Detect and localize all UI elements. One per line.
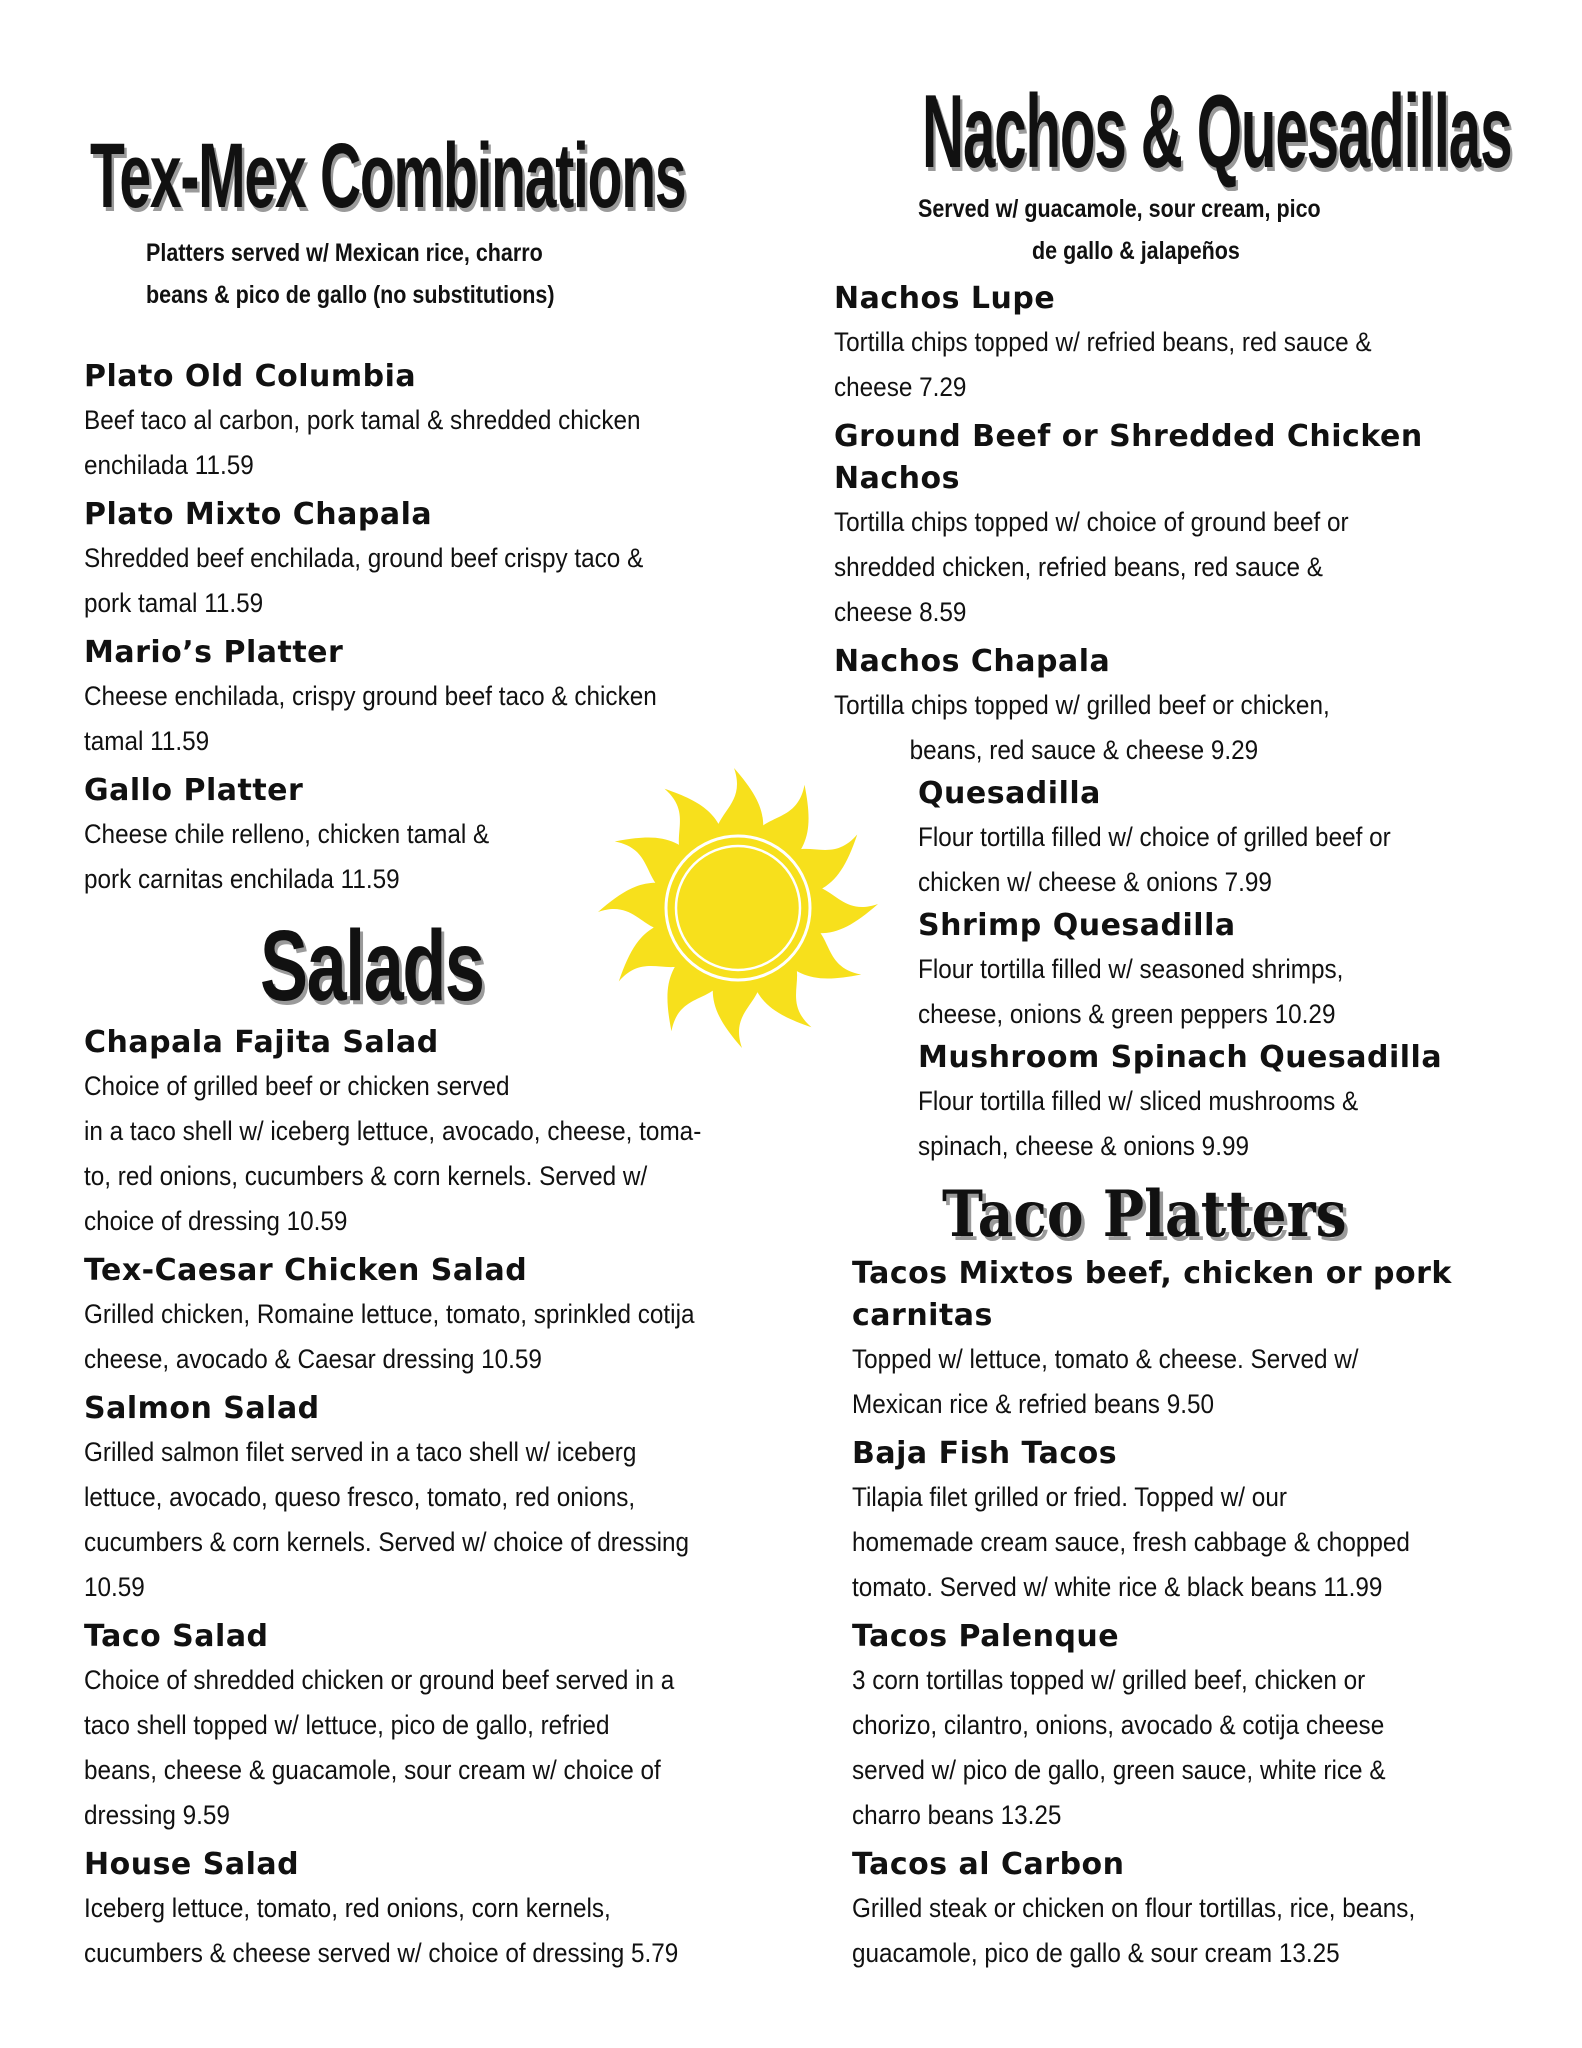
menu-item [84,632,774,764]
item-name: Tacos Palenque [852,1619,1120,1654]
item-name: Ground Beef or Shredded Chicken Nachos [834,419,1423,496]
item-desc: Grilled chicken, Romaine lettuce, tomato, sprinkled cotija cheese, avocado & Caesar dressing 10.59 [84,1299,695,1374]
menu-item [918,1037,1530,1169]
item-name: Mushroom Spinach Quesadilla [918,1040,1443,1075]
menu-item [834,278,1530,410]
menu-item [852,1433,1530,1610]
menu-item [852,1616,1530,1838]
item-desc: Cheese chile relleno, chicken tamal & pork carnitas enchilada 11.59 [84,819,490,894]
item-name: Gallo Platter [84,773,304,808]
item-desc: Tilapia filet grilled or fried. Topped w/ our homemade cream sauce, fresh cabbage & chopped tomato. Served w/ white rice & black beans 11.99 [852,1482,1410,1602]
right-column [834,74,1530,1976]
menu-item [84,1844,774,1976]
item-name: Taco Salad [84,1619,269,1654]
item-desc: Flour tortilla filled w/ seasoned shrimps, cheese, onions & green peppers 10.29 [918,954,1344,1029]
menu-item [834,641,1530,773]
item-name: Plato Old Columbia [84,359,417,394]
texmex-subtitle: Platters served w/ Mexican rice, charro beans & pico de gallo (no substitutions) [146,239,555,309]
item-desc: Flour tortilla filled w/ sliced mushrooms & spinach, cheese & onions 9.99 [918,1086,1359,1161]
item-name: Shrimp Quesadilla [918,908,1236,943]
item-desc: Cheese enchilada, crispy ground beef taco & chicken tamal 11.59 [84,681,657,756]
item-name: Tacos Mixtos beef, chicken or pork carnitas [852,1256,1452,1333]
item-desc: Beef taco al carbon, pork tamal & shredded chicken enchilada 11.59 [84,405,641,480]
item-desc: Flour tortilla filled w/ choice of grilled beef or chicken w/ cheese & onions 7.99 [918,822,1391,897]
tacos-title: Taco Platters [942,1177,1347,1252]
item-desc: Grilled salmon filet served in a taco shell w/ iceberg lettuce, avocado, queso fresco, tomato, red onions, cucumbers & corn kernels. Served w/ choice of dressing 10.59 [84,1437,690,1602]
salads-title: Salads [260,910,484,1022]
item-desc: Topped w/ lettuce, tomato & cheese. Served w/ Mexican rice & refried beans 9.50 [852,1344,1359,1419]
item-name: Plato Mixto Chapala [84,497,433,532]
item-name: Tacos al Carbon [852,1847,1125,1882]
item-name: Mario’s Platter [84,635,344,670]
menu-item [918,905,1530,1037]
item-desc: Tortilla chips topped w/ refried beans, red sauce & cheese 7.29 [834,327,1372,402]
item-name: Salmon Salad [84,1391,320,1426]
item-name: House Salad [84,1847,300,1882]
item-desc: Shredded beef enchilada, ground beef crispy taco & pork tamal 11.59 [84,543,644,618]
item-desc: 3 corn tortillas topped w/ grilled beef, chicken or chorizo, cilantro, onions, avocado & cotija cheese served w/ pico de gallo, green sauce, white rice & charro beans 13.25 [852,1665,1386,1830]
nachos-title: Nachos & Quesadillas [922,74,1512,190]
item-desc: Choice of shredded chicken or ground beef served in a taco shell topped w/ lettuce, pico de gallo, refried beans, cheese & guacamole, sour cream w/ choice of dressing 9.59 [84,1665,675,1830]
menu-item [918,773,1530,905]
item-desc: Iceberg lettuce, tomato, red onions, corn kernels, cucumbers & cheese served w/ choice of dressing 5.79 [84,1893,679,1968]
menu-item [852,1253,1530,1427]
item-name: Baja Fish Tacos [852,1436,1118,1471]
item-desc: Choice of grilled beef or chicken served in a taco shell w/ iceberg lettuce, avocado, cheese, toma- to, red onions, cucumbers & corn kernels. Served w/ choice of dressing 10.59 [84,1071,702,1236]
item-desc: Grilled steak or chicken on flour tortillas, rice, beans, guacamole, pico de gallo & sour cream 13.25 [852,1893,1416,1968]
menu-item [84,494,774,626]
menu-item [852,1844,1530,1976]
item-name: Tex-Caesar Chicken Salad [84,1253,528,1288]
item-name: Nachos Lupe [834,281,1056,316]
sun-core [666,836,810,980]
nachos-subtitle: Served w/ guacamole, sour cream, pico de gallo & jalapeños [918,195,1321,265]
menu-item [834,416,1530,635]
item-desc: Tortilla chips topped w/ grilled beef or chicken, beans, red sauce & cheese 9.29 [834,690,1330,765]
item-name: Quesadilla [918,776,1101,811]
item-name: Nachos Chapala [834,644,1111,679]
menu-item [84,1616,774,1838]
menu-item [84,1250,774,1382]
menu-item [84,356,774,488]
texmex-title: Tex-Mex Combinations [90,125,686,227]
item-name: Chapala Fajita Salad [84,1025,439,1060]
menu-item [84,1388,774,1610]
item-desc: Tortilla chips topped w/ choice of ground beef or shredded chicken, refried beans, red sauce & cheese 8.59 [834,507,1349,627]
